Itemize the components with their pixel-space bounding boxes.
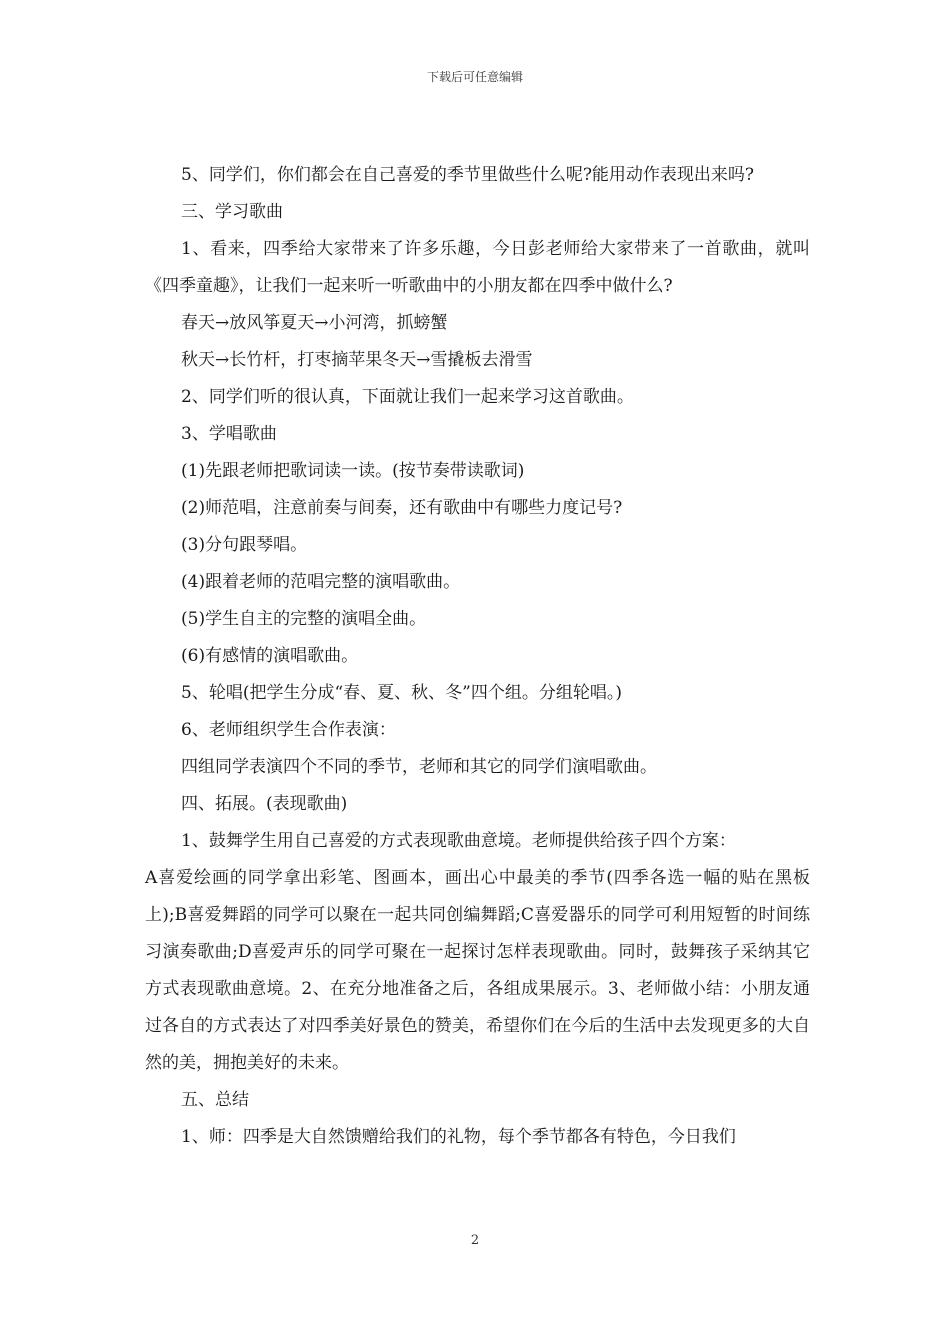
list-item: (5)学生自主的完整的演唱全曲。	[181, 609, 427, 629]
paragraph: 5、同学们，你们都会在自己喜爱的季节里做些什么呢?能用动作表现出来吗?	[181, 165, 755, 185]
list-item: (2)师范唱，注意前奏与间奏，还有歌曲中有哪些力度记号?	[181, 498, 623, 518]
list-item: (6)有感情的演唱歌曲。	[181, 646, 359, 666]
section-heading: 四、拓展。(表现歌曲)	[181, 794, 348, 814]
list-item: (3)分句跟琴唱。	[181, 535, 308, 555]
document-body	[145, 157, 810, 1156]
paragraph: 春天→放风筝夏天→小河湾，抓螃蟹	[181, 313, 448, 333]
paragraph: 四组同学表演四个不同的季节，老师和其它的同学们演唱歌曲。	[181, 757, 657, 777]
page-number: 2	[470, 1233, 480, 1248]
list-item: (1)先跟老师把歌词读一读。(按节奏带读歌词)	[181, 461, 525, 481]
paragraph: 6、老师组织学生合作表演：	[181, 720, 396, 740]
paragraph: 1、师：四季是大自然馈赠给我们的礼物，每个季节都各有特色，今日我们	[181, 1127, 736, 1147]
paragraph: 3、学唱歌曲	[181, 424, 277, 444]
paragraph: 1、看来，四季给大家带来了许多乐趣，今日彭老师给大家带来了一首歌曲，就叫《四季童趣》，让我们一起来听一听歌曲中的小朋友都在四季中做什么?	[145, 239, 810, 296]
paragraph: 5、轮唱(把学生分成“春、夏、秋、冬”四个组。分组轮唱。)	[181, 683, 622, 703]
paragraph: 秋天→长竹杆，打枣摘苹果冬天→雪撬板去滑雪	[181, 350, 533, 370]
list-item: (4)跟着老师的范唱完整的演唱歌曲。	[181, 572, 461, 592]
section-heading: 三、学习歌曲	[181, 202, 283, 222]
paragraph: 1、鼓舞学生用自己喜爱的方式表现歌曲意境。老师提供给孩子四个方案：	[181, 831, 736, 851]
paragraph: 2、同学们听的很认真，下面就让我们一起来学习这首歌曲。	[181, 387, 634, 407]
paragraph: A喜爱绘画的同学拿出彩笔、图画本，画出心中最美的季节(四季各选一幅的贴在黑板上);B喜爱舞蹈的同学可以聚在一起共同创编舞蹈;C喜爱器乐的同学可利用短暂的时间练习演奏歌曲;D喜爱声乐的同学可聚在一起探讨怎样表现歌曲。同时，鼓舞孩子采纳其它方式表现歌曲意境。2、在充分地准备之后，各组成果展示。3、老师做小结：小朋友通过各自的方式表达了对四季美好景色的赞美，希望你们在今后的生活中去发现更多的大自然的美，拥抱美好的未来。	[145, 868, 810, 1073]
page-header-note: 下载后可任意编辑	[426, 70, 523, 84]
section-heading: 五、总结	[181, 1090, 249, 1110]
